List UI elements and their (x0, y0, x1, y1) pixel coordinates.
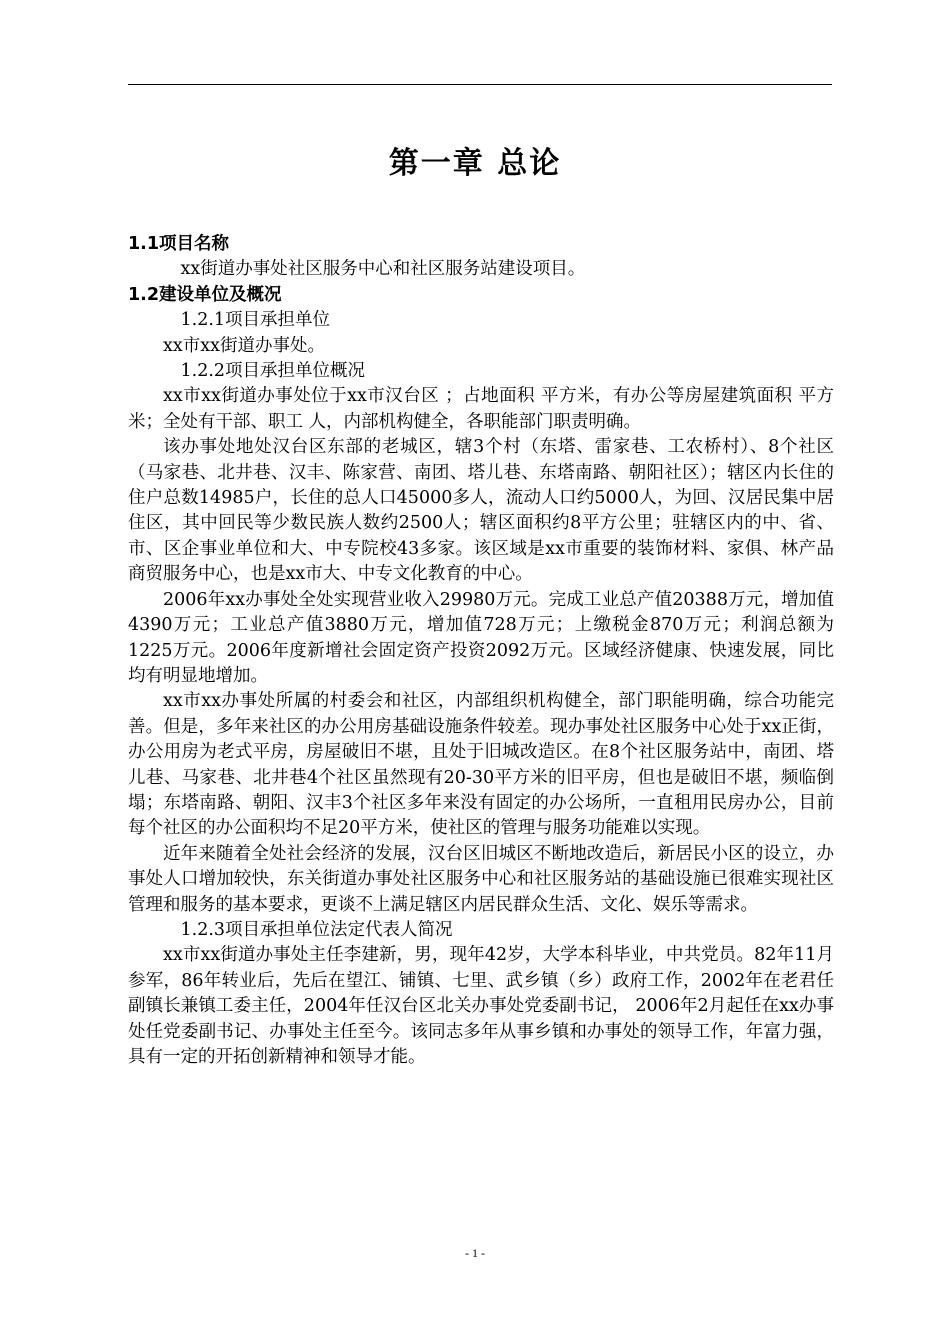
paragraph: 该办事处地处汉台区东部的老城区，辖3个村（东塔、雷家巷、工农桥村）、8个社区（马家巷、北井巷、汉丰、陈家营、南团、塔儿巷、东塔南路、朝阳社区）；辖区内长住的住户总数14985户，长住的总人口45000多人，流动人口约5000人，为回、汉居民集中居住区，其中回民等少数民族人数约2500人；辖区面积约8平方公里；驻辖区内的中、省、市、区企事业单位和大、中专院校43多家。该区域是xx市重要的装饰材料、家俱、林产品商贸服务中心，也是xx市大、中专文化教育的中心。 (128, 437, 834, 585)
unit-name-text: xx市xx街道办事处。 (163, 335, 325, 356)
section-heading-1-1: 1.1项目名称 (128, 234, 230, 254)
subsection-heading-1-2-3: 1.2.3项目承担单位法定代表人简况 (180, 919, 453, 940)
page-number: - 1 - (465, 1246, 485, 1260)
paragraph: xx市xx办事处所属的村委会和社区，内部组织机构健全，部门职能明确，综合功能完善。但是，多年来社区的办公用房基础设施条件较差。现办事处社区服务中心处于xx正街，办公用房为老式平房，房屋破旧不堪，且处于旧城改造区。在8个社区服务站中，南团、塔儿巷、马家巷、北井巷4个社区虽然现有20-30平方米的旧平房，但也是破旧不堪，频临倒塌；东塔南路、朝阳、汉丰3个社区多年来没有固定的办公场所，一直租用民房办公，目前每个社区的办公面积均不足20平方米，使社区的管理与服务功能难以实现。 (128, 691, 834, 839)
project-name-text: xx街道办事处社区服务中心和社区服务站建设项目。 (180, 259, 586, 280)
paragraph: 近年来随着全处社会经济的发展，汉台区旧城区不断地改造后，新居民小区的设立，办事处人口增加较快，东关街道办事处社区服务中心和社区服务站的基础设施已很难实现社区管理和服务的基本要求，更谈不上满足辖区内居民群众生活、文化、娱乐等需求。 (128, 843, 834, 915)
document-body (128, 232, 834, 1070)
header-rule (128, 84, 832, 85)
paragraph: xx市xx街道办事处位于xx市汉台区 ；占地面积 平方米，有办公等房屋建筑面积 平方米；全处有干部、职工 人，内部机构健全，各职能部门职责明确。 (128, 386, 834, 432)
subsection-heading-1-2-1: 1.2.1项目承担单位 (180, 310, 331, 331)
section-heading-1-2: 1.2建设单位及概况 (128, 284, 282, 305)
subsection-heading-1-2-2: 1.2.2项目承担单位概况 (180, 361, 366, 382)
paragraph: 2006年xx办事处全处实现营业收入29980万元。完成工业总产值20388万元，增加值4390万元；工业总产值3880万元，增加值728万元；上缴税金870万元；利润总额为1225万元。2006年度新增社会固定资产投资2092万元。区域经济健康、快速发展，同比均有明显地增加。 (128, 589, 834, 686)
chapter-title: 第一章 总论 (388, 146, 562, 181)
paragraph: xx市xx街道办事处主任李建新，男，现年42岁，大学本科毕业，中共党员。82年11月参军，86年转业后，先后在望江、铺镇、七里、武乡镇（乡）政府工作，2002年在老君任副镇长兼镇工委主任，2004年任汉台区北关办事处党委副书记， 2006年2月起任在xx办事处任党委副书记、办事处主任至今。该同志多年从事乡镇和办事处的领导工作，年富力强，具有一定的开拓创新精神和领导才能。 (128, 945, 834, 1067)
